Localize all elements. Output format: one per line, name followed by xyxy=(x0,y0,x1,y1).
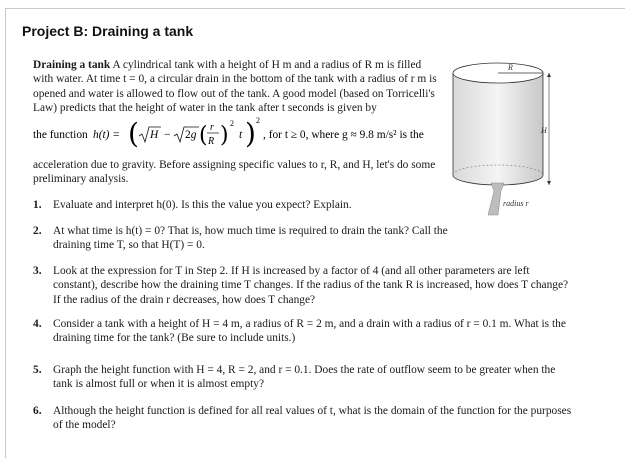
question-text: Consider a tank with a height of H = 4 m, a radius of R = 2 m, and a drain with a radius of r = 0.1 m. What is the draining time for the tank? (Be sure to include units.) xyxy=(53,318,566,345)
inner-paren-right: ) xyxy=(220,123,229,148)
minus-sign: − xyxy=(164,129,171,141)
formula-prefix: the function xyxy=(33,129,88,141)
after-formula-text: acceleration due to gravity. Before assigning specific values to r, R, and H, let's do some preliminary analysis. xyxy=(33,159,436,186)
page-title: Project B: Draining a tank xyxy=(22,23,194,39)
question-number: 6. xyxy=(33,405,42,417)
fraction-numerator-r: r xyxy=(210,122,214,133)
frame-top-border xyxy=(5,8,625,9)
sqrt-h-var: H xyxy=(150,129,159,141)
label-R: R xyxy=(508,63,513,72)
big-paren-right: ) xyxy=(245,117,256,150)
intro-text: A cylindrical tank with a height of H m and a radius of R m is filled with water. At time t = 0, a circular drain in the bottom of the tank with a radius of r m is opened and water is allowed to flow out of the tank. A good model (based on Torricelli's Law) predicts that the height of water in the tank after t seconds is given by xyxy=(33,59,437,115)
question-number: 5. xyxy=(33,364,42,376)
question-number: 1. xyxy=(33,199,42,211)
question-number: 4. xyxy=(33,318,42,330)
formula-graphic xyxy=(33,116,443,152)
big-paren-left: ( xyxy=(128,117,139,150)
fraction-denominator-R: R xyxy=(208,136,215,147)
question-text: At what time is h(t) = 0? That is, how much time is required to drain the tank? Call the draining time T, so that H(T) = 0. xyxy=(53,225,448,252)
sqrt-2g-term: 2g xyxy=(185,129,197,141)
outer-exponent: 2 xyxy=(256,116,260,125)
tank-diagram xyxy=(445,55,555,220)
question-number: 3. xyxy=(33,265,42,277)
label-radius-r: radius r xyxy=(503,199,529,208)
question-number: 2. xyxy=(33,225,42,237)
question-text: Graph the height function with H = 4, R = 2, and r = 0.1. Does the rate of outflow seem to be greater when the tank is almost full or when it is almost empty? xyxy=(53,364,556,391)
tank-illustration xyxy=(445,55,555,220)
height-formula xyxy=(33,116,443,152)
time-variable: t xyxy=(239,129,243,141)
formula-condition: , for t ≥ 0, where g ≈ 9.8 m/s² is the xyxy=(263,129,424,141)
frame-left-border xyxy=(5,8,6,458)
question-text: Look at the expression for T in Step 2. If H is increased by a factor of 4 (and all other parameters are left constant), describe how the draining time T changes. If the radius of the tank R is increased, how does T change? If the radius of the drain r decreases, how does T change? xyxy=(53,265,569,306)
inner-paren-left: ( xyxy=(199,123,208,148)
label-H: H xyxy=(541,126,547,135)
intro-lead: Draining a tank xyxy=(33,59,111,71)
tank-body xyxy=(453,73,543,185)
water-outflow-stream xyxy=(488,183,504,215)
intro-paragraph xyxy=(33,58,443,116)
question-text: Although the height function is defined for all real values of t, what is the domain of the function for the purposes of the model? xyxy=(53,405,572,432)
inner-exponent: 2 xyxy=(230,119,234,128)
formula-lhs: h(t) = xyxy=(93,129,120,141)
question-text: Evaluate and interpret h(0). Is this the value you expect? Explain. xyxy=(53,199,352,211)
